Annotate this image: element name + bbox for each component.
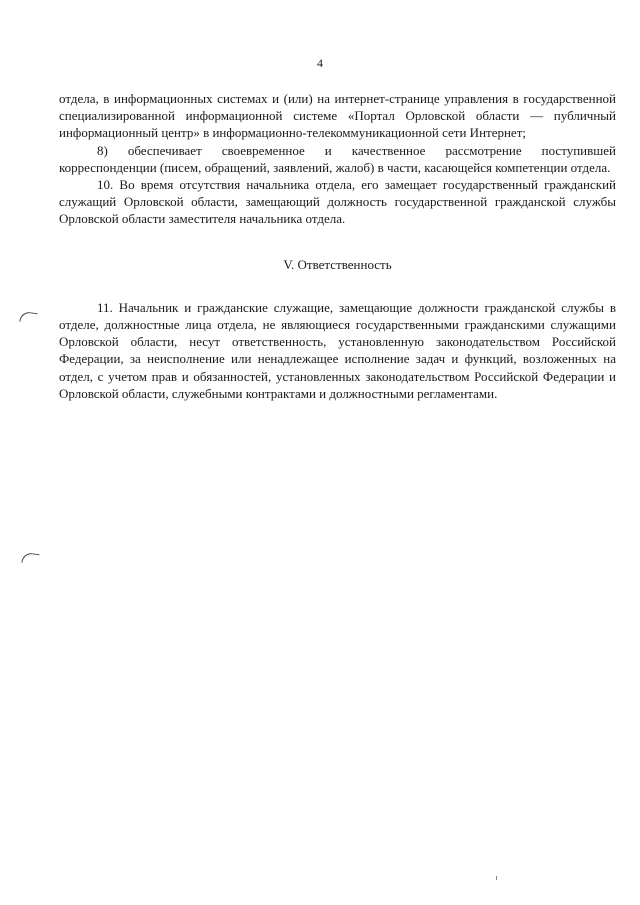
section-heading: V. Ответственность <box>283 256 392 272</box>
scan-artifact-mark <box>21 552 39 565</box>
paragraph-continuation: отдела, в информационных системах и (или) на интернет-странице управления в государственной специализированной информационной системе «Портал Орловской области — публичный информационный центр» в информационно-телекоммуникационной сети Интернет; <box>59 91 616 141</box>
scan-artifact-mark <box>19 311 37 324</box>
paragraph-item-10: 10. Во время отсутствия начальника отдела, его замещает государственный гражданский служащий Орловской области, замещающий должность государственной гражданской службы Орловской области заместителя начальника отдела. <box>59 177 616 227</box>
document-body <box>59 90 616 402</box>
paragraph-item-11: 11. Начальник и гражданские служащие, замещающие должности гражданской службы в отделе, должностные лица отдела, не являющиеся государственными гражданскими служащими Орловской области, несут ответственность, установленную законодательством Российской Федерации, за неисполнение или ненадлежащее исполнение задач и функций, возложенных на отдел, с учетом прав и обязанностей, установленных законодательством Российской Федерации и Орловской области, служебными контрактами и должностными регламентами. <box>59 299 616 401</box>
scan-artifact-dot <box>496 876 497 880</box>
paragraph-item-8: 8) обеспечивает своевременное и качественное рассмотрение поступившей корреспонденции (писем, обращений, заявлений, жалоб) в части, касающейся компетенции отдела. <box>59 142 616 175</box>
page-number: 4 <box>317 56 323 70</box>
